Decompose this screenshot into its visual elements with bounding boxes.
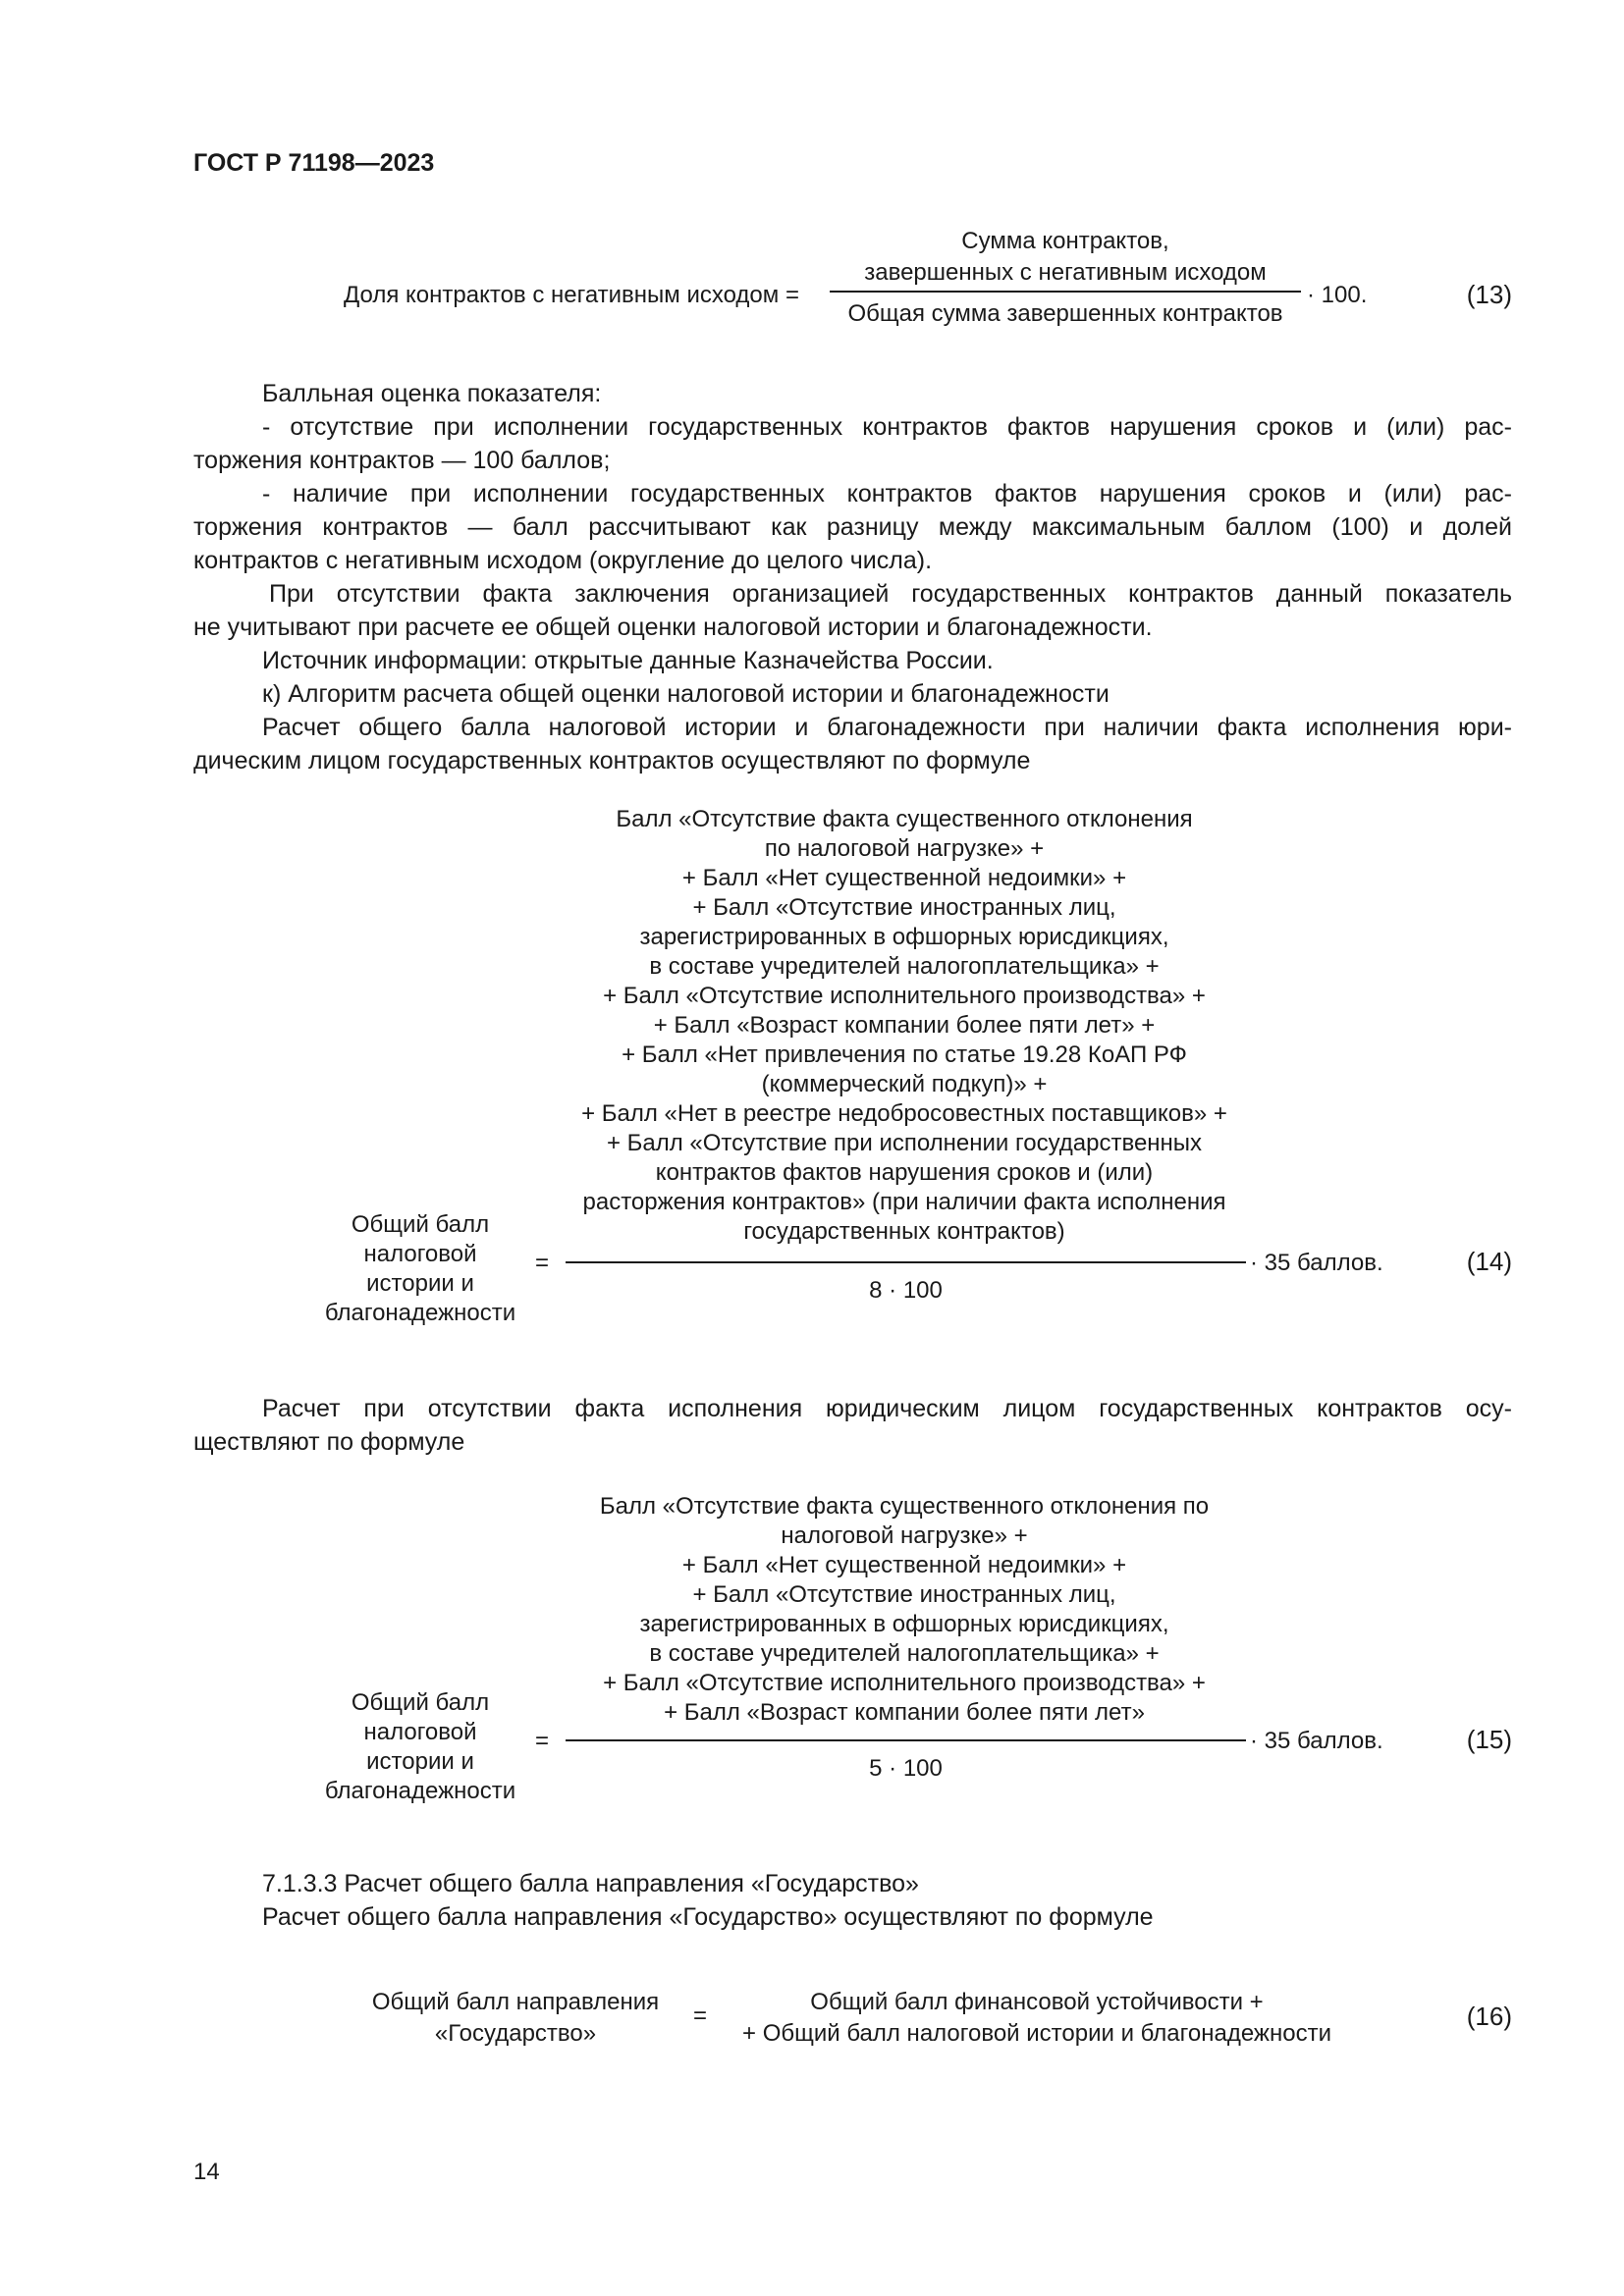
formula16-lhs-line: Общий балл направления — [371, 1989, 660, 2015]
formula13-numerator — [830, 226, 1301, 289]
calc-line1: Расчет общего балла налоговой истории и благонадежности при наличии факта исполнения юри- — [262, 714, 1512, 741]
formula15-fraction-bar — [566, 1739, 1246, 1741]
formula14-lhs-line: Общий балл — [351, 1211, 490, 1238]
formula15-numerator-line: зарегистрированных в офшорных юрисдикциях, — [639, 1611, 1169, 1637]
formula16-lhs — [353, 1987, 677, 2050]
formula14-numerator-line: + Балл «Отсутствие иностранных лиц, — [692, 894, 1116, 921]
scoring-item1-line2: торжения контрактов — 100 баллов; — [193, 447, 611, 474]
formula14-multiplier: · 35 баллов. — [1250, 1250, 1383, 1276]
formula14-numerator-line: государственных контрактов) — [743, 1218, 1065, 1245]
formula16-equals: = — [693, 2002, 708, 2029]
formula14-lhs-line: истории и — [366, 1270, 474, 1297]
formula15-lhs-line: благонадежности — [324, 1778, 516, 1804]
formula14-numerator-line: + Балл «Отсутствие исполнительного производства» + — [603, 983, 1206, 1009]
formula14-lhs-line: налоговой — [363, 1241, 477, 1267]
formula16-rhs-line: Общий балл финансовой устойчивости + — [810, 1989, 1264, 2015]
formula13-multiplier: · 100. — [1307, 282, 1368, 308]
formula15-lhs-line: Общий балл — [351, 1689, 490, 1716]
formula15-number: (15) — [1466, 1725, 1512, 1754]
formula13-numerator-line: Сумма контрактов, — [961, 228, 1169, 254]
formula14-lhs-line: благонадежности — [324, 1300, 516, 1326]
source-line: Источник информации: открытые данные Казначейства России. — [262, 647, 994, 674]
formula15-denominator: 5 · 100 — [869, 1755, 943, 1782]
formula14-numerator-line: зарегистрированных в офшорных юрисдикциях, — [639, 924, 1169, 950]
formula15-numerator-line: Балл «Отсутствие факта существенного отклонения по — [599, 1493, 1210, 1520]
formula13-numerator-line: завершенных с негативным исходом — [864, 259, 1267, 286]
calc-line2: дическим лицом государственных контрактов осуществляют по формуле — [193, 747, 1031, 774]
formula16-rhs — [713, 1987, 1361, 2050]
document-id: ГОСТ Р 71198—2023 — [193, 149, 435, 177]
absence-calc-line1: Расчет при отсутствии факта исполнения юридическим лицом государственных контрактов осу- — [262, 1395, 1512, 1422]
formula16-number: (16) — [1466, 2002, 1512, 2031]
formula14-lhs — [312, 1210, 528, 1328]
absence-calc-line2: ществляют по формуле — [193, 1428, 465, 1456]
formula15-numerator-line: налоговой нагрузке» + — [781, 1522, 1028, 1549]
formula15-lhs — [312, 1688, 528, 1806]
formula14-numerator — [556, 805, 1253, 1247]
formula14-numerator-line: расторжения контрактов» (при наличии факта исполнения — [582, 1189, 1226, 1215]
formula16-lhs-line: «Государство» — [434, 2020, 597, 2047]
absence-line1: При отсутствии факта заключения организацией государственных контрактов данный показатель — [269, 580, 1512, 608]
formula15-numerator-line: + Балл «Возраст компании более пяти лет» — [664, 1699, 1145, 1726]
formula14-numerator-line: + Балл «Нет привлечения по статье 19.28 КоАП РФ — [622, 1041, 1187, 1068]
formula15-multiplier: · 35 баллов. — [1250, 1728, 1383, 1754]
formula14-fraction-bar — [566, 1261, 1246, 1263]
absence-line2: не учитывают при расчете ее общей оценки налоговой истории и благонадежности. — [193, 614, 1153, 641]
formula14-denominator: 8 · 100 — [869, 1277, 943, 1304]
page-number: 14 — [193, 2159, 220, 2185]
scoring-item2-line3: контрактов с негативным исходом (округление до целого числа). — [193, 547, 933, 574]
formula14-numerator-line: контрактов фактов нарушения сроков и (или) — [655, 1159, 1154, 1186]
algorithm-title: к) Алгоритм расчета общей оценки налоговой истории и благонадежности — [262, 680, 1110, 708]
formula13-lhs: Доля контрактов с негативным исходом = — [344, 282, 799, 308]
scoring-item2-line1: - наличие при исполнении государственных контрактов фактов нарушения сроков и (или) рас- — [262, 480, 1512, 507]
formula15-equals: = — [535, 1728, 550, 1754]
formula14-numerator-line: + Балл «Нет в реестре недобросовестных поставщиков» + — [581, 1100, 1227, 1127]
scoring-title: Балльная оценка показателя: — [262, 380, 602, 407]
scoring-item2-line2: торжения контрактов — балл рассчитывают как разницу между максимальным баллом (100) и долей — [193, 513, 1512, 541]
formula13-denominator: Общая сумма завершенных контрактов — [847, 300, 1283, 327]
formula15-numerator — [556, 1492, 1253, 1728]
formula15-lhs-line: налоговой — [363, 1719, 477, 1745]
formula14-numerator-line: Балл «Отсутствие факта существенного отклонения — [616, 806, 1193, 832]
formula14-number: (14) — [1466, 1247, 1512, 1276]
formula14-numerator-line: + Балл «Отсутствие при исполнении государственных — [606, 1130, 1203, 1156]
formula14-numerator-line: + Балл «Возраст компании более пяти лет» + — [653, 1012, 1156, 1039]
formula14-equals: = — [535, 1250, 550, 1276]
scoring-item1-line1: - отсутствие при исполнении государственных контрактов фактов нарушения сроков и (или) рас- — [262, 413, 1512, 441]
formula15-numerator-line: + Балл «Нет существенной недоимки» + — [681, 1552, 1127, 1578]
formula14-numerator-line: в составе учредителей налогоплательщика» + — [649, 953, 1160, 980]
formula16-rhs-line: + Общий балл налоговой истории и благонадежности — [742, 2020, 1331, 2047]
section-heading: 7.1.3.3 Расчет общего балла направления «Государство» — [262, 1870, 919, 1897]
formula15-numerator-line: + Балл «Отсутствие иностранных лиц, — [692, 1581, 1116, 1608]
formula15-numerator-line: + Балл «Отсутствие исполнительного производства» + — [603, 1670, 1206, 1696]
formula14-numerator-line: (коммерческий подкуп)» + — [761, 1071, 1048, 1097]
formula14-numerator-line: + Балл «Нет существенной недоимки» + — [681, 865, 1127, 891]
formula13-number: (13) — [1466, 280, 1512, 309]
formula15-lhs-line: истории и — [366, 1748, 474, 1775]
formula14-numerator-line: по налоговой нагрузке» + — [764, 835, 1045, 862]
formula15-numerator-line: в составе учредителей налогоплательщика» + — [649, 1640, 1160, 1667]
formula13-fraction-bar — [830, 291, 1301, 293]
section-text: Расчет общего балла направления «Государство» осуществляют по формуле — [262, 1903, 1154, 1931]
